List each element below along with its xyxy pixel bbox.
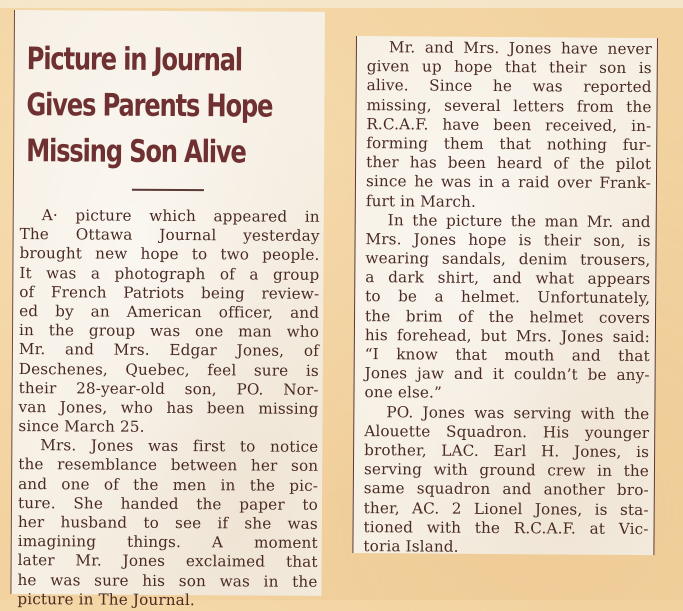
text-line: he was sure his son was in the xyxy=(17,570,318,591)
text-line: PO. Jones was serving with the xyxy=(386,402,650,423)
text-line: In the picture the man Mr. and xyxy=(387,210,651,231)
text-line: ed by an American officer, and xyxy=(19,301,320,322)
text-line: Deschenes, Quebec, feel sure is xyxy=(18,359,319,380)
headline xyxy=(26,36,273,175)
text-line: ture. She handed the paper to xyxy=(17,493,319,514)
text-line: It was a photograph of a group xyxy=(19,263,320,284)
text-line: since March 25. xyxy=(18,417,145,436)
text-line: R.C.A.F. have been received, in- xyxy=(366,114,652,135)
text-line: brought new hope to two people. xyxy=(19,244,320,265)
text-line: later Mr. Jones exclaimed that xyxy=(17,551,318,572)
text-line: toria Island. xyxy=(363,536,459,556)
text-line: wearing sandals, denim trousers, xyxy=(365,249,651,270)
text-line: a dark shirt, and what appears xyxy=(365,268,651,289)
text-line: Mrs. Jones was first to notice xyxy=(40,436,319,457)
newspaper-clipping-right xyxy=(352,36,658,555)
text-line: picture in The Journal. xyxy=(17,589,195,609)
text-line: his forehead, but Mrs. Jones said: xyxy=(364,325,650,346)
article-body-right xyxy=(363,38,652,558)
text-line: Jones jaw and it couldn’t be any- xyxy=(364,364,650,385)
paragraph xyxy=(18,206,319,438)
text-line: The Ottawa Journal yesterday xyxy=(19,225,320,246)
text-line: ther has been heard of the pilot xyxy=(366,153,652,174)
paragraph xyxy=(363,403,649,558)
text-line: and one of the men in the pic- xyxy=(18,474,319,495)
text-line: A· picture which appeared in xyxy=(41,206,320,226)
text-line: furt in March. xyxy=(365,191,477,211)
text-line: serving with ground crew in the xyxy=(363,460,650,481)
newspaper-clipping-left xyxy=(10,10,325,609)
text-line: the resemblance between her son xyxy=(18,455,319,476)
paragraph xyxy=(17,436,318,611)
text-line: one else.” xyxy=(364,383,443,402)
text-line: the brim of the helmet covers xyxy=(364,306,651,327)
text-line: missing, several letters from the xyxy=(366,95,652,116)
article-body-left xyxy=(17,206,319,611)
text-line: “I know that mouth and that xyxy=(364,345,650,366)
text-line: in the group was one man who xyxy=(18,321,320,341)
headline-line: Missing Son Alive xyxy=(26,133,246,171)
text-line: imagining things. A moment xyxy=(17,532,318,553)
paragraph xyxy=(366,38,652,213)
headline-divider xyxy=(132,189,204,191)
text-line: brother, LAC. Earl H. Jones, is xyxy=(364,441,650,461)
paragraph xyxy=(364,211,650,405)
text-line: to be a helmet. Unfortunately, xyxy=(365,287,651,308)
text-line: alive. Since he was reported xyxy=(366,76,652,97)
text-line: since he was in a raid over Frank- xyxy=(365,172,652,193)
text-line: given up hope that their son is xyxy=(366,57,652,78)
text-line: forming them that nothing fur- xyxy=(366,134,652,155)
text-line: Mr. and Mrs. Jones have never xyxy=(388,38,652,59)
text-line: van Jones, who has been missing xyxy=(18,397,319,418)
text-line: her husband to see if she was xyxy=(17,513,318,533)
text-line: Alouette Squadron. His younger xyxy=(364,421,650,442)
text-line: tioned with the R.C.A.F. at Vic- xyxy=(363,517,649,538)
text-line: same squadron and another bro- xyxy=(363,479,649,500)
scrapbook-top-edge xyxy=(0,0,683,8)
text-line: of French Patriots being review- xyxy=(19,282,320,303)
text-line: Mrs. Jones hope is their son, is xyxy=(365,229,651,250)
text-line: Mr. and Mrs. Edgar Jones, of xyxy=(18,340,319,361)
text-line: ther, AC. 2 Lionel Jones, is sta- xyxy=(363,498,649,519)
headline-line: Picture in Journal xyxy=(26,41,243,79)
headline-line: Gives Parents Hope xyxy=(26,87,273,125)
text-line: their 28-year-old son, PO. Nor- xyxy=(18,378,319,399)
